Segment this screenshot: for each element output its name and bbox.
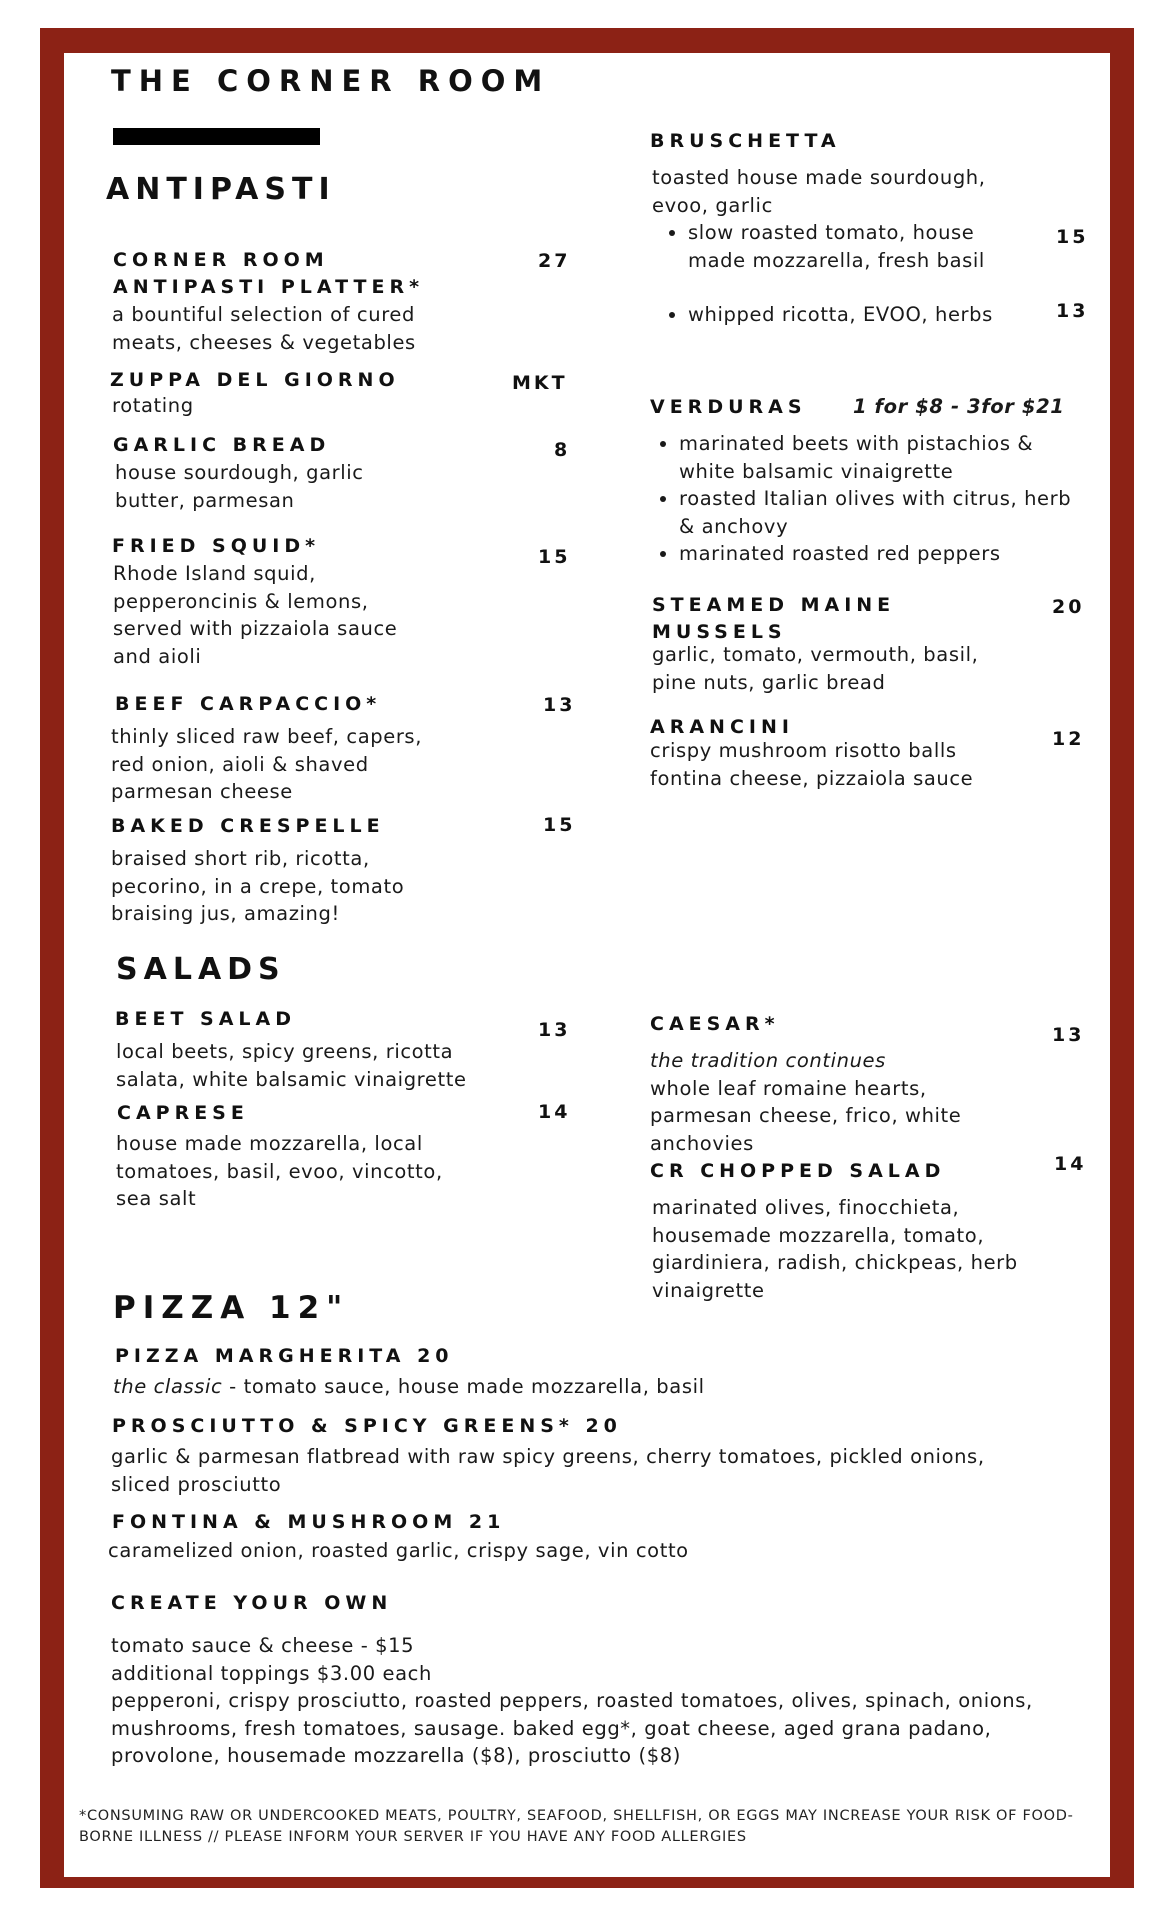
menu-item-price: 15 bbox=[1056, 226, 1089, 248]
caesar-description: whole leaf romaine hearts, parmesan cheese, frico, white anchovies bbox=[650, 1076, 962, 1155]
salads-heading: SALADS bbox=[116, 952, 286, 987]
create-toppings: pepperoni, crispy prosciutto, roasted peppers, roasted tomatoes, olives, spinach, onions, mushrooms, fresh tomatoes, sausage. baked egg*, goat cheese, aged grana padano, provolone, housemade mozzarella ($8), prosciutto ($8) bbox=[111, 1689, 1033, 1767]
menu-item-description: house made mozzarella, local tomatoes, basil, evoo, vincotto, sea salt bbox=[116, 1132, 443, 1210]
menu-item-price: 13 bbox=[1052, 1024, 1085, 1046]
menu-item-name: BEET SALAD bbox=[115, 1008, 296, 1030]
menu-item-price: 14 bbox=[1054, 1153, 1087, 1175]
menu-item-price: 15 bbox=[543, 814, 576, 836]
menu-item-name: CR CHOPPED SALAD bbox=[650, 1160, 946, 1182]
pizza-heading: PIZZA 12" bbox=[113, 1290, 350, 1326]
menu-item-description bbox=[650, 1047, 1020, 1157]
menu-item-description: local beets, spicy greens, ricotta salata, white balsamic vinaigrette bbox=[116, 1040, 467, 1091]
menu-item-description bbox=[113, 1373, 1013, 1401]
list-item: • slow roasted tomato, house made mozzarella, fresh basil bbox=[688, 219, 1028, 274]
pizza-description: - tomato sauce, house made mozzarella, basil bbox=[222, 1375, 705, 1398]
allergy-disclaimer: *CONSUMING RAW OR UNDERCOOKED MEATS, POULTRY, SEAFOOD, SHELLFISH, OR EGGS MAY INCREASE YOUR RISK OF FOOD-BORNE ILLNESS // PLEASE INFORM YOUR SERVER IF YOU HAVE ANY FOOD ALLERGIES bbox=[79, 1808, 1074, 1845]
menu-item-description: crispy mushroom risotto balls fontina cheese, pizzaiola sauce bbox=[650, 739, 974, 790]
menu-item-price: 13 bbox=[538, 1019, 571, 1041]
menu-item-price: 27 bbox=[538, 250, 571, 272]
caesar-tagline: the tradition continues bbox=[650, 1049, 886, 1072]
menu-item-price: 12 bbox=[1052, 728, 1085, 750]
verduras-list bbox=[653, 430, 1079, 568]
menu-item-name: ZUPPA DEL GIORNO bbox=[110, 369, 400, 391]
menu-item-description: house sourdough, garlic butter, parmesan bbox=[115, 461, 364, 512]
menu-item-price: 20 bbox=[1052, 596, 1085, 618]
menu-item-name: CORNER ROOM ANTIPASTI PLATTER* bbox=[113, 249, 425, 298]
verduras-deal: 1 for $8 - 3for $21 bbox=[853, 395, 1065, 418]
menu-item-name: BEEF CARPACCIO* bbox=[115, 693, 382, 715]
menu-item-price: 14 bbox=[538, 1101, 571, 1123]
menu-item-name: CAPRESE bbox=[117, 1102, 249, 1124]
menu-item-description: caramelized onion, roasted garlic, crispy sage, vin cotto bbox=[108, 1539, 689, 1562]
create-toppings-label: additional toppings $3.00 each bbox=[111, 1661, 432, 1685]
create-base: tomato sauce & cheese - $15 bbox=[111, 1634, 415, 1657]
list-item: • marinated roasted red peppers bbox=[679, 540, 1079, 568]
menu-item-name: CAESAR* bbox=[650, 1013, 780, 1035]
menu-item-name: BRUSCHETTA bbox=[650, 130, 841, 152]
list-item: • whipped ricotta, EVOO, herbs bbox=[688, 301, 1028, 329]
menu-item-description: garlic, tomato, vermouth, basil, pine nuts, garlic bread bbox=[652, 643, 979, 694]
restaurant-name: THE CORNER ROOM bbox=[111, 64, 551, 98]
menu-item-price: 15 bbox=[538, 546, 571, 568]
title-underline bbox=[113, 128, 320, 145]
list-item: • marinated beets with pistachios & white balsamic vinaigrette bbox=[679, 430, 1079, 485]
pizza-lead: the classic bbox=[113, 1375, 223, 1398]
menu-item-name: PIZZA MARGHERITA 20 bbox=[115, 1345, 454, 1367]
menu-item-price: MKT bbox=[512, 372, 568, 394]
menu-item-description: a bountiful selection of cured meats, cheeses & vegetables bbox=[112, 303, 416, 354]
menu-item-description: thinly sliced raw beef, capers, red onion, aioli & shaved parmesan cheese bbox=[111, 725, 422, 803]
menu-item-description: rotating bbox=[112, 394, 194, 417]
menu-item-name: GARLIC BREAD bbox=[113, 434, 331, 456]
bruschetta-option bbox=[662, 219, 1028, 274]
list-item: • roasted Italian olives with citrus, herb & anchovy bbox=[679, 485, 1079, 540]
menu-item-description: garlic & parmesan flatbread with raw spicy greens, cherry tomatoes, pickled onions, sliced prosciutto bbox=[111, 1445, 985, 1496]
menu-item-price: 8 bbox=[554, 439, 571, 461]
menu-item-price: 13 bbox=[1056, 300, 1089, 322]
antipasti-heading: ANTIPASTI bbox=[106, 172, 336, 207]
menu-item-description: braised short rib, ricotta, pecorino, in a crepe, tomato braising jus, amazing! bbox=[111, 847, 405, 925]
bruschetta-option bbox=[662, 301, 1028, 329]
menu-item-name: FONTINA & MUSHROOM 21 bbox=[112, 1511, 506, 1533]
menu-item-description bbox=[111, 1632, 1071, 1770]
menu-item-name: FRIED SQUID* bbox=[112, 535, 321, 557]
menu-item-description: Rhode Island squid, pepperoncinis & lemons, served with pizzaiola sauce and aioli bbox=[113, 562, 398, 668]
menu-item-name: ARANCINI bbox=[650, 716, 794, 738]
menu-item-description: toasted house made sourdough, evoo, garlic bbox=[652, 166, 986, 217]
menu-item-name: VERDURAS bbox=[650, 396, 807, 418]
menu-item-name: CREATE YOUR OWN bbox=[111, 1592, 393, 1614]
menu-item-name: STEAMED MAINE MUSSELS bbox=[652, 594, 896, 643]
menu-item-name: BAKED CRESPELLE bbox=[111, 815, 385, 837]
menu-item-price: 13 bbox=[543, 694, 576, 716]
menu-item-name: PROSCIUTTO & SPICY GREENS* 20 bbox=[112, 1415, 622, 1437]
menu-item-description: marinated olives, finocchieta, housemade mozzarella, tomato, giardiniera, radish, chickpeas, herb vinaigrette bbox=[652, 1196, 1018, 1302]
